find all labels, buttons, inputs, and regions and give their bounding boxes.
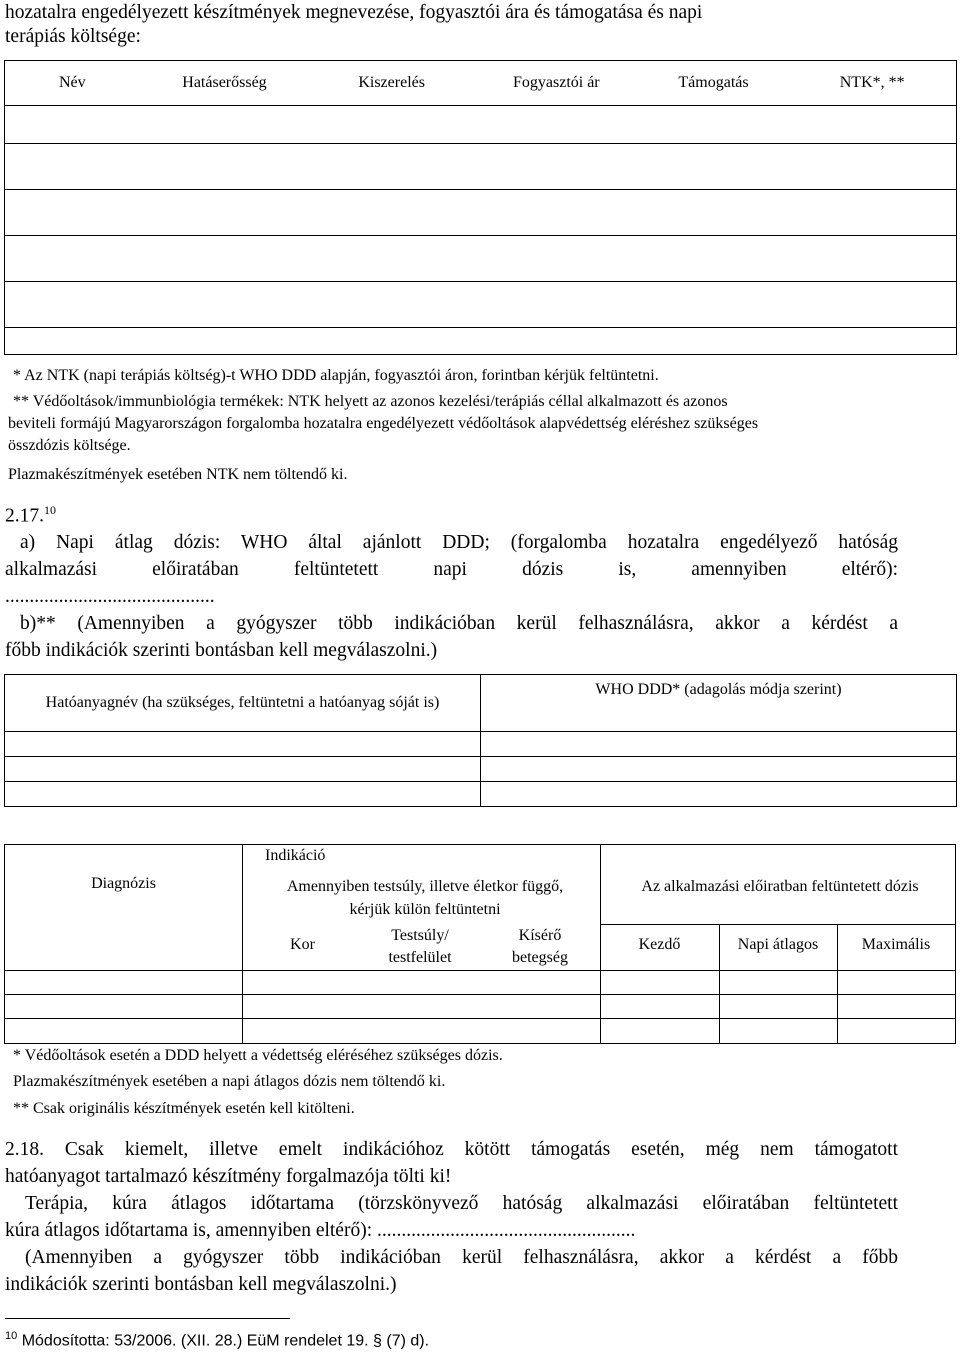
indication-table bbox=[4, 844, 956, 1044]
section-2-18-line-2: hatóanyagot tartalmazó készítmény forgalmazója tölti ki! bbox=[5, 1166, 452, 1187]
footnote-divider bbox=[5, 1318, 290, 1319]
col-name: Név bbox=[5, 61, 140, 106]
note-vaccines-1: ** Védőoltások/immunbiológia termékek: NTK helyett az azonos kezelési/terápiás céllal alkalmazott és azonos bbox=[13, 393, 728, 410]
start-dose-header: Kezdő bbox=[638, 936, 681, 953]
note-originals: ** Csak originális készítmények esetén kell kitölteni. bbox=[13, 1100, 355, 1117]
dose-header: Az alkalmazási előiratban feltüntetett dózis bbox=[641, 878, 919, 895]
ddd-table-header bbox=[5, 675, 957, 732]
indication-header: Indikáció bbox=[265, 847, 326, 864]
section-2-17-b-line-2: főbb indikációk szerinti bontásban kell megválaszolni.) bbox=[5, 640, 438, 661]
section-2-17-a-line-1: a) Napi átlag dózis: WHO által ajánlott DDD; (forgalomba hozatalra engedélyező hatóság bbox=[20, 532, 898, 553]
table-row bbox=[5, 757, 957, 782]
section-2-18-line-4: kúra átlagos időtartama is, amennyiben eltérő): ..................................................... bbox=[5, 1220, 636, 1241]
section-number: 2.17. bbox=[5, 505, 44, 527]
table-row bbox=[5, 190, 957, 236]
ddd-table bbox=[4, 674, 957, 807]
col-price: Fogyasztói ár bbox=[474, 61, 639, 106]
col-strength: Hatáserősség bbox=[140, 61, 310, 106]
max-dose-header: Maximális bbox=[861, 936, 931, 953]
section-2-17-b-line-1: b)** (Amennyiben a gyógyszer több indikációban kerül felhasználásra, akkor a kérdést a bbox=[20, 613, 898, 634]
footnote-number: 10 bbox=[5, 1330, 18, 1342]
section-2-18-line-5: (Amennyiben a gyógyszer több indikációban kerül felhasználásra, akkor a kérdést a főbb bbox=[25, 1247, 898, 1268]
product-table bbox=[4, 60, 957, 355]
section-2-17 bbox=[5, 503, 56, 528]
note-ntk: * Az NTK (napi terápiás költség)-t WHO DDD alapján, fogyasztói áron, forintban kérjük feltüntetni. bbox=[13, 367, 659, 384]
indication-subheader: Amennyiben testsúly, illetve életkor függő, kérjük külön feltüntetni bbox=[286, 878, 564, 918]
diagnosis-header: Diagnózis bbox=[91, 875, 156, 892]
section-2-18-line-6: indikációk szerinti bontásban kell megválaszolni.) bbox=[5, 1274, 397, 1295]
note-plasma: Plazmakészítmények esetében NTK nem töltendő ki. bbox=[8, 466, 348, 483]
weight-header: Testsúly/ testfelület bbox=[388, 927, 452, 966]
section-2-17-a-dots: ........................................... bbox=[5, 586, 215, 607]
col-support: Támogatás bbox=[639, 61, 789, 106]
table-row bbox=[5, 782, 957, 807]
table-row bbox=[5, 106, 957, 144]
product-table-header bbox=[5, 61, 957, 106]
footnote-ref: 10 bbox=[44, 503, 56, 517]
who-ddd-header: WHO DDD* (adagolás módja szerint) bbox=[481, 675, 957, 732]
table-row bbox=[5, 732, 957, 757]
note-ddd-vaccines: * Védőoltások esetén a DDD helyett a védettség eléréséhez szükséges dózis. bbox=[13, 1047, 503, 1064]
comorbidity-header: Kísérő betegség bbox=[512, 927, 568, 966]
daily-avg-header: Napi átlagos bbox=[737, 936, 819, 953]
intro-line-2: terápiás költsége: bbox=[5, 26, 141, 47]
active-substance-header: Hatóanyagnév (ha szükséges, feltüntetni a hatóanyag sóját is) bbox=[5, 675, 481, 732]
footnote bbox=[5, 1330, 429, 1350]
intro-line-1: hozatalra engedélyezett készítmények megnevezése, fogyasztói ára és támogatása és napi bbox=[5, 2, 703, 23]
section-2-18-line-1: 2.18. Csak kiemelt, illetve emelt indikációhoz kötött támogatás esetén, még nem támogatott bbox=[5, 1139, 898, 1160]
table-row bbox=[5, 282, 957, 328]
col-package: Kiszerelés bbox=[309, 61, 474, 106]
section-2-18-line-3: Terápia, kúra átlagos időtartama (törzskönyvező hatóság alkalmazási előiratában feltüntetett bbox=[25, 1193, 898, 1214]
col-ntk: NTK*, ** bbox=[788, 61, 956, 106]
footnote-text: Módosította: 53/2006. (XII. 28.) EüM rendelet 19. § (7) d). bbox=[21, 1332, 430, 1350]
table-row bbox=[5, 328, 957, 355]
section-2-17-a-line-2: alkalmazási előiratában feltüntetett napi dózis is, amennyiben eltérő): bbox=[5, 559, 898, 580]
note-vaccines-2: beviteli formájú Magyarországon forgalomba hozatalra engedélyezett védőoltások alapvédettség eléréshez szükséges bbox=[8, 415, 759, 432]
table-row bbox=[5, 144, 957, 190]
note-vaccines-3: összdózis költsége. bbox=[8, 437, 131, 454]
note-plasma-dose: Plazmakészítmények esetében a napi átlagos dózis nem töltendő ki. bbox=[13, 1073, 446, 1090]
age-header: Kor bbox=[290, 936, 315, 953]
table-row bbox=[5, 236, 957, 282]
